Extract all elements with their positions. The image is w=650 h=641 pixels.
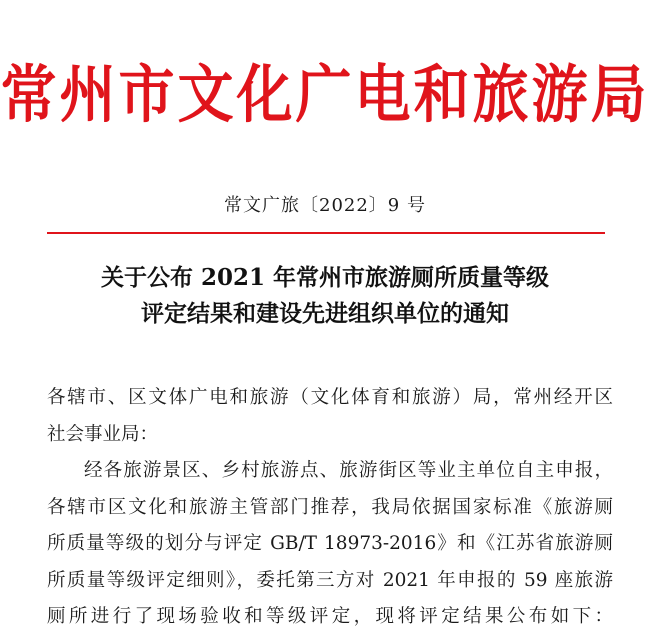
addressee-line: 各辖市、区文体广电和旅游（文化体育和旅游）局，常州经开区	[47, 387, 613, 408]
paragraph-line: 所质量等级评定细则》，委托第三方对 2021 年申报的 59 座旅游	[47, 569, 613, 591]
notice-title	[0, 260, 650, 332]
paragraph-line: 各辖市区文化和旅游主管部门推荐，我局依据国家标准《旅游厕	[47, 496, 613, 518]
document-number: 常文广旅〔2022〕9 号	[224, 195, 426, 216]
notice-title-line: 关于公布 2021 年常州市旅游厕所质量等级	[100, 264, 550, 291]
agency-header-title: 常州市文化广电和旅游局	[0, 57, 650, 132]
paragraph-line: 经各旅游景区、乡村旅游点、旅游街区等业主单位自主申报，	[84, 460, 613, 481]
red-divider-rule	[47, 232, 605, 234]
notice-body	[47, 380, 613, 636]
notice-title-line: 评定结果和建设先进组织单位的通知	[141, 300, 509, 327]
paragraph-line: 厕所进行了现场验收和等级评定，现将评定结果公布如下：	[47, 606, 613, 627]
paragraph-line: 所质量等级的划分与评定 GB/T 18973-2016》和《江苏省旅游厕	[47, 533, 613, 554]
addressee-line: 社会事业局：	[47, 423, 159, 445]
